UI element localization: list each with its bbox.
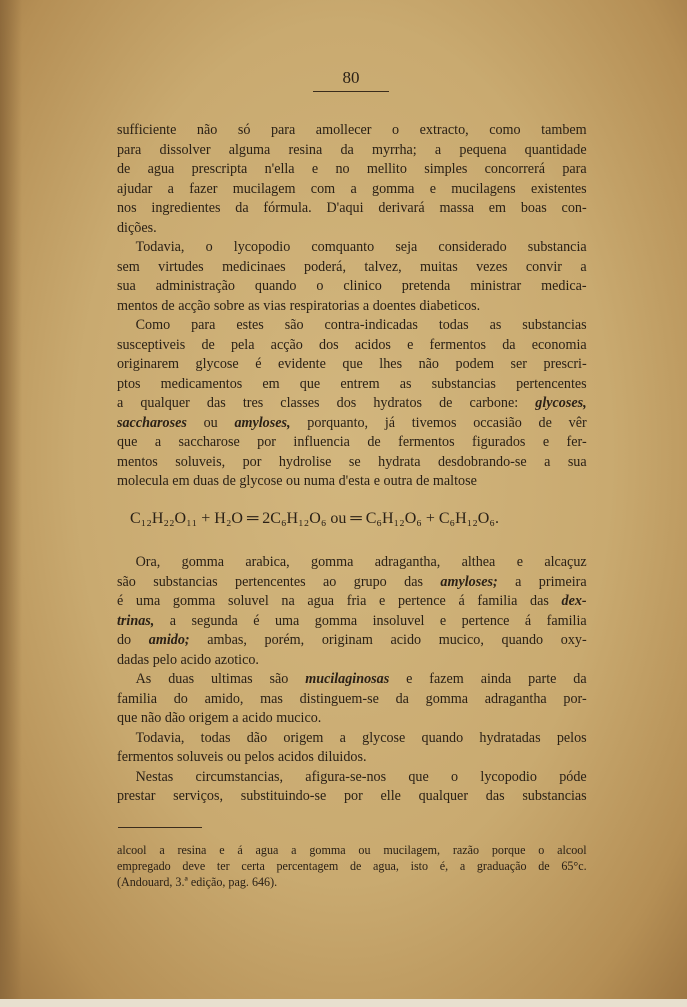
- text-line: [117, 120, 587, 140]
- text-segment: Todavia, o lycopodio comquanto seja considerado substancia: [135, 238, 587, 255]
- text-line: [117, 767, 587, 787]
- text-line: [117, 728, 587, 748]
- text-line: [117, 452, 587, 472]
- text-segment: dadas pelo acido azotico.: [117, 650, 259, 668]
- footnote-rule: [118, 827, 202, 828]
- text-segment: fermentos soluveis ou pelos acidos diluidos.: [117, 748, 367, 765]
- text-line: [117, 630, 587, 650]
- chemical-formula: C₁₂H₂₂O₁₁ + H₂O ═ 2C₆H₁₂O₆ ou ═ C₆H₁₂O₆ + C₆H₁₂O₆.: [130, 510, 499, 527]
- text-line: [117, 198, 587, 218]
- text-segment: são substancias pertencentes ao grupo das: [117, 572, 441, 590]
- text-segment: familia do amido, mas distinguem-se da gomma adragantha por-: [117, 689, 587, 707]
- text-line: [117, 354, 587, 374]
- text-line: [117, 747, 587, 767]
- text-segment: ou: [186, 413, 235, 431]
- page-number: 80: [342, 68, 360, 87]
- text-segment: Ora, gomma arabica, gomma adragantha, althea e alcaçuz: [135, 553, 587, 570]
- text-segment: ajudar a fazer mucilagem com a gomma e mucilagens existentes: [117, 179, 587, 197]
- text-line: [117, 708, 587, 728]
- text-segment: ambas, porém, originam acido mucico, quando oxy-: [189, 631, 587, 648]
- text-segment: que a saccharose por influencia de fermentos figurados e fer-: [117, 433, 587, 450]
- text-line: [117, 276, 587, 296]
- footnote-line: alcool a resina e á agua a gomma ou mucilagem, razão porque o alcool: [117, 842, 587, 857]
- text-segment: do: [117, 631, 149, 648]
- text-segment: prestar serviços, substituindo-se por elle qualquer das substancias: [117, 787, 587, 804]
- text-line: [117, 179, 587, 199]
- page-bottom-edge: [0, 999, 687, 1007]
- text-segment: molecula em duas de glycose ou numa d'esta e outra de maltose: [117, 472, 477, 489]
- text-line: [117, 471, 587, 491]
- text-line: [117, 257, 587, 277]
- text-segment: que não dão origem a acido mucico.: [117, 709, 322, 726]
- text-segment: sua administração quando o clinico pretenda ministrar medica-: [117, 277, 587, 294]
- text-segment: susceptiveis de pela acção dos acidos e fermentos da economia: [117, 335, 587, 353]
- text-line: [117, 335, 587, 355]
- text-block-2: [117, 552, 587, 806]
- text-line: [117, 315, 587, 335]
- footnote: [117, 842, 587, 890]
- text-line: [117, 669, 587, 689]
- text-segment: a segunda é uma gomma insoluvel e pertence á familia: [154, 611, 587, 629]
- text-segment: de agua prescripta n'ella e no mellito simples concorrerá para: [117, 160, 587, 177]
- text-line: [117, 650, 587, 670]
- italic-term: mucilaginosas: [305, 670, 390, 687]
- text-segment: a primeira: [497, 572, 587, 590]
- italic-term: saccharoses: [117, 413, 187, 431]
- text-segment: para dissolver alguma resina da myrrha; a pequena quantidade: [117, 140, 587, 158]
- text-segment: Nestas circumstancias, afigura-se-nos que o lycopodio póde: [135, 767, 587, 785]
- text-line: [117, 218, 587, 238]
- text-line: [117, 374, 587, 394]
- text-segment: As duas ultimas são: [135, 670, 306, 687]
- text-line: [117, 140, 587, 160]
- footnote-line: (Andouard, 3.ª edição, pag. 646).: [117, 874, 278, 889]
- page-number-rule: [313, 91, 389, 92]
- italic-term: dex-: [561, 592, 587, 609]
- text-segment: mentos soluveis, por hydrolise se hydrata desdobrando-se a sua: [117, 452, 587, 470]
- text-line: [117, 237, 587, 257]
- text-line: [117, 393, 587, 413]
- text-line: [117, 432, 587, 452]
- text-segment: nos ingredientes da fórmula. D'aqui derivará massa em boas con-: [117, 199, 587, 216]
- text-line: [117, 689, 587, 709]
- text-block-1: [117, 120, 587, 491]
- text-segment: ptos medicamentos em que entrem as substancias pertencentes: [117, 374, 587, 392]
- italic-term: amyloses,: [234, 413, 291, 431]
- text-segment: a qualquer das tres classes dos hydratos de carbone:: [117, 394, 536, 411]
- italic-term: amyloses;: [440, 572, 498, 590]
- text-segment: originarem glycose é evidente que lhes não podem ser prescri-: [117, 355, 587, 372]
- text-line: [117, 786, 587, 806]
- text-line: [117, 591, 587, 611]
- text-line: [117, 159, 587, 179]
- text-segment: porquanto, já tivemos occasião de vêr: [290, 413, 587, 431]
- text-line: [117, 552, 587, 572]
- text-line: [117, 296, 587, 316]
- italic-term: amido;: [148, 631, 190, 648]
- italic-term: trinas,: [117, 611, 155, 629]
- text-line: [117, 611, 587, 631]
- text-segment: dições.: [117, 218, 157, 236]
- italic-term: glycoses,: [535, 394, 587, 411]
- text-segment: sufficiente não só para amollecer o extracto, como tambem: [117, 121, 587, 138]
- text-line: [117, 413, 587, 433]
- footnote-line: empregado deve ter certa percentagem de agua, isto é, a graduação de 65°c.: [117, 858, 587, 873]
- text-segment: mentos de acção sobre as vias respiratorias a doentes diabeticos.: [117, 296, 481, 314]
- page-edge-shadow: [0, 0, 22, 1007]
- text-segment: e fazem ainda parte da: [389, 670, 587, 687]
- text-segment: Todavia, todas dão origem a glycose quando hydratadas pelos: [135, 728, 587, 746]
- text-segment: é uma gomma soluvel na agua fria e pertence á familia das: [117, 592, 562, 609]
- text-segment: Como para estes são contra-indicadas todas as substancias: [135, 316, 587, 333]
- text-line: [117, 572, 587, 592]
- text-segment: sem virtudes medicinaes poderá, talvez, muitas vezes convir a: [117, 257, 587, 275]
